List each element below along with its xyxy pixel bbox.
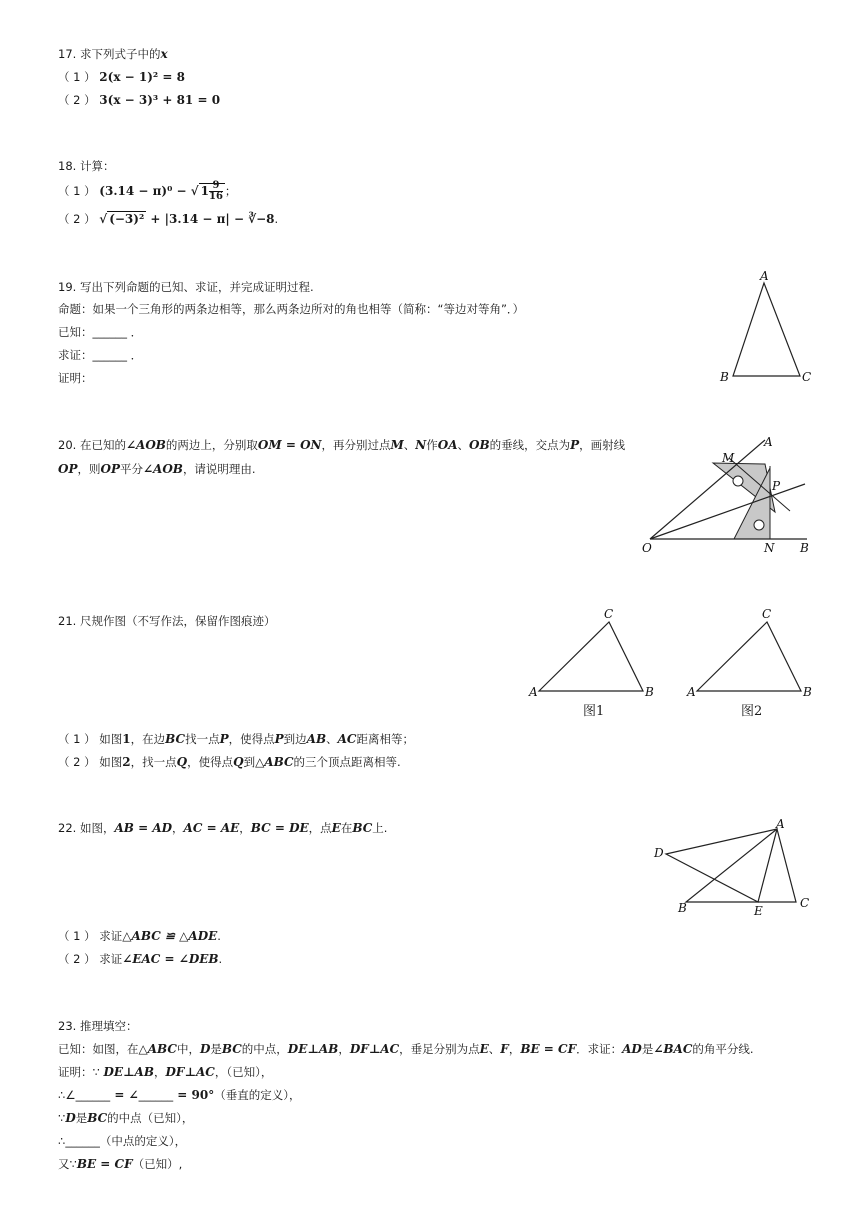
q21-fig1-caption: 图1 bbox=[583, 704, 605, 719]
q21-fig1-label-c: C bbox=[604, 607, 614, 621]
q20-label-a: A bbox=[764, 435, 773, 449]
q21-fig1-label-a: A bbox=[529, 685, 538, 699]
q20-label-p: P bbox=[772, 479, 781, 493]
q19-label-c: C bbox=[802, 370, 812, 384]
q17-part2: （ 2 ） 3(x − 3)³ + 81 = 0 bbox=[58, 93, 221, 107]
q23-proof-line4: ∴______（中点的定义）， bbox=[58, 1134, 187, 1148]
q18-title: 18. 计算： bbox=[58, 159, 115, 173]
q22-label-c: C bbox=[800, 896, 810, 910]
q21-fig2-label-c: C bbox=[762, 607, 772, 621]
q23-proof-line2: ∴∠______ = ∠______ = 90°（垂直的定义）， bbox=[58, 1088, 301, 1102]
q19-title: 19. 写出下列命题的已知、求证，并完成证明过程. bbox=[58, 280, 314, 294]
q23-proof-line3: ∵D是BC的中点（已知）， bbox=[58, 1111, 194, 1125]
q18-part1: （ 1 ） (3.14 − π)⁰ − √ 1 $\frac{9}{16}$ ； bbox=[58, 180, 237, 202]
q22-label-e: E bbox=[754, 904, 763, 918]
q20-label-b: B bbox=[800, 541, 809, 555]
q23-title: 23. 推理填空： bbox=[58, 1019, 138, 1033]
q17-title: 17. 求下列式子中的x bbox=[58, 47, 168, 61]
q21-figure-1 bbox=[525, 605, 660, 700]
q21-figure-2 bbox=[683, 605, 818, 700]
q19-proposition: 命题：如果一个三角形的两条边相等，那么两条边所对的角也相等（简称：“等边对等角”．） bbox=[58, 302, 525, 316]
q20-label-m: M bbox=[722, 451, 735, 465]
q22-label-d: D bbox=[654, 846, 664, 860]
q21-part1: （ 1 ） 如图1，在边BC找一点P，使得点P到边AB、AC距离相等； bbox=[58, 732, 414, 746]
q19-label-b: B bbox=[720, 370, 729, 384]
q21-part2: （ 2 ） 如图2，找一点Q，使得点Q到△ABC的三个顶点距离相等. bbox=[58, 755, 401, 769]
q23-proof-line5: 又∵BE = CF（已知）, bbox=[58, 1157, 183, 1171]
q19-triangle-figure bbox=[700, 268, 830, 393]
q17-part1: （ 1 ） 2(x − 1)² = 8 bbox=[58, 70, 185, 84]
q21-fig2-label-b: B bbox=[803, 685, 812, 699]
q19-prove: 求证：______ ． bbox=[58, 348, 143, 362]
q22-label-a: A bbox=[776, 817, 785, 831]
q20-line2: OP，则OP平分∠AOB，请说明理由. bbox=[58, 462, 256, 476]
q23-proof-line1: 证明：∵ DE⊥AB，DF⊥AC，（已知）， bbox=[58, 1065, 273, 1079]
q22-figure bbox=[650, 815, 820, 920]
q22-label-b: B bbox=[678, 901, 687, 915]
q18-part2: （ 2 ） √ (−3)² + |3.14 − π| − ∛−8. bbox=[58, 212, 279, 226]
q21-fig2-label-a: A bbox=[687, 685, 696, 699]
q20-set-square-figure bbox=[635, 428, 825, 560]
q22-title: 22. 如图，AB = AD，AC = AE，BC = DE，点E在BC上. bbox=[58, 821, 388, 835]
q21-title: 21. 尺规作图（不写作法，保留作图痕迹） bbox=[58, 614, 276, 628]
q22-part2: （ 2 ） 求证∠EAC = ∠DEB. bbox=[58, 952, 223, 966]
q22-part1: （ 1 ） 求证△ABC ≌ △ADE. bbox=[58, 929, 221, 943]
q20-label-n: N bbox=[764, 541, 775, 555]
q21-fig1-label-b: B bbox=[645, 685, 654, 699]
q19-known: 已知：______ ． bbox=[58, 325, 143, 339]
q19-label-a: A bbox=[760, 269, 769, 283]
q21-fig2-caption: 图2 bbox=[741, 704, 763, 719]
q20-label-o: O bbox=[642, 541, 652, 555]
q19-proof: 证明： bbox=[58, 371, 93, 385]
q23-given: 已知：如图，在△ABC中，D是BC的中点，DE⊥AB，DF⊥AC，垂足分别为点E、F，BE = CF．求证：AD是∠BAC的角平分线. bbox=[58, 1042, 754, 1056]
q20-line1: 20. 在已知的∠AOB的两边上，分别取OM = ON，再分别过点M、N作OA、OB的垂线，交点为P，画射线 bbox=[58, 438, 626, 452]
